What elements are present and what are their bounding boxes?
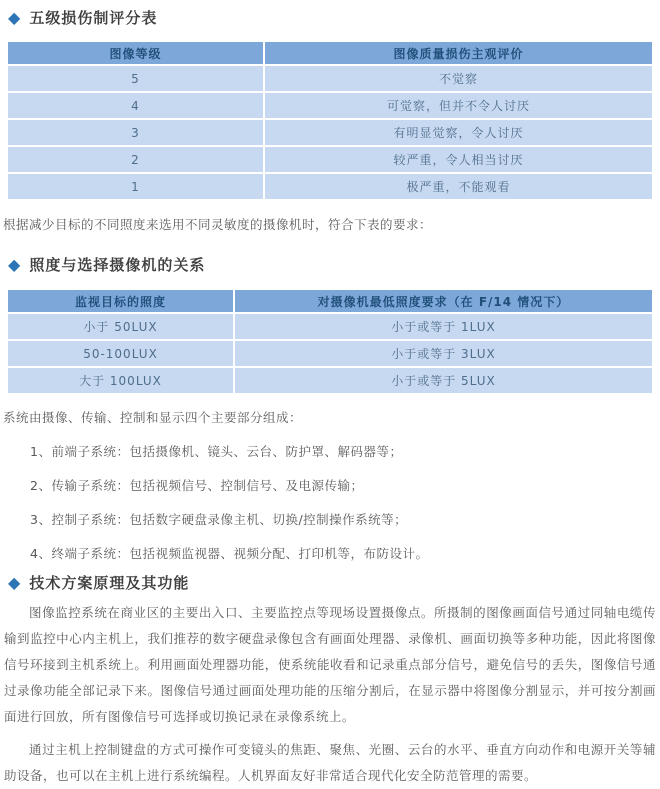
cell-illuminance: 小于 50LUX bbox=[8, 314, 233, 339]
diamond-bullet-icon: ◆ bbox=[8, 7, 22, 27]
technical-paragraph-2: 通过主机上控制键盘的方式可操作可变镜头的焦距、聚焦、光圈、云台的水平、垂直方向动作和电源开关等辅助设备，也可以在主机上进行系统编程。人机界面友好非常适合现代化安全防范管理的需要。 bbox=[4, 742, 656, 783]
section-title-text-illuminance: 照度与选择摄像机的关系 bbox=[29, 256, 206, 274]
table-header-row bbox=[8, 290, 652, 312]
section-title-damage-scale bbox=[8, 7, 660, 28]
cell-requirement: 小于或等于 3LUX bbox=[235, 341, 652, 366]
cell-desc: 不觉察 bbox=[265, 66, 652, 91]
cell-level: 2 bbox=[8, 147, 263, 172]
table-row bbox=[8, 120, 652, 145]
technical-paragraph-1: 图像监控系统在商业区的主要出入口、主要监控点等现场设置摄像点。所摄制的图像画面信号通过同轴电缆传输到监控中心内主机上，我们推荐的数字硬盘录像包含有画面处理器、录像机、画面切换等多种功能，因此将图像信号环接到主机系统上。利用画面处理器功能，使系统能收看和记录重点部分信号，避免信号的丢失，图像信号通过录像功能全部记录下来。图像信号通过画面处理功能的压缩分割后，在显示器中将图像分割显示，并可按分割画面进行回放，所有图像信号可选择或切换记录在录像系统上。 bbox=[4, 605, 656, 724]
cell-level: 4 bbox=[8, 93, 263, 118]
diamond-bullet-icon: ◆ bbox=[8, 572, 22, 592]
table-header-row bbox=[8, 42, 652, 64]
table-row bbox=[8, 368, 652, 393]
table-row bbox=[8, 147, 652, 172]
cell-level: 5 bbox=[8, 66, 263, 91]
cell-desc: 可觉察，但并不令人讨厌 bbox=[265, 93, 652, 118]
table-row bbox=[8, 174, 652, 199]
table-row bbox=[8, 93, 652, 118]
section-title-illuminance bbox=[8, 254, 660, 275]
cell-illuminance: 50-100LUX bbox=[8, 341, 233, 366]
damage-rating-table bbox=[6, 40, 654, 201]
cell-level: 1 bbox=[8, 174, 263, 199]
system-composition-intro: 系统由摄像、传输、控制和显示四个主要部分组成： bbox=[3, 410, 303, 425]
section-title-technical-solution bbox=[8, 572, 660, 593]
column-header-image-level: 图像等级 bbox=[8, 42, 263, 64]
subsystem-list bbox=[0, 444, 660, 562]
section-title-text-damage-scale: 五级损伤制评分表 bbox=[29, 9, 158, 27]
list-item-front-end: 1、前端子系统：包括摄像机、镜头、云台、防护罩、解码器等； bbox=[30, 444, 403, 459]
cell-desc: 极严重，不能观看 bbox=[265, 174, 652, 199]
list-item-terminal: 4、终端子系统：包括视频监视器、视频分配、打印机等，布防设计。 bbox=[30, 546, 429, 561]
column-header-min-requirement: 对摄像机最低照度要求（在 F/14 情况下） bbox=[235, 290, 652, 312]
cell-level: 3 bbox=[8, 120, 263, 145]
diamond-bullet-icon: ◆ bbox=[8, 254, 22, 274]
table-row bbox=[8, 341, 652, 366]
section-title-text-technical-solution: 技术方案原理及其功能 bbox=[29, 574, 190, 592]
cell-desc: 有明显觉察，令人讨厌 bbox=[265, 120, 652, 145]
table-row bbox=[8, 66, 652, 91]
cell-requirement: 小于或等于 1LUX bbox=[235, 314, 652, 339]
cell-requirement: 小于或等于 5LUX bbox=[235, 368, 652, 393]
column-header-subjective-eval: 图像质量损伤主观评价 bbox=[265, 42, 652, 64]
cell-desc: 较严重，令人相当讨厌 bbox=[265, 147, 652, 172]
list-item-control: 3、控制子系统：包括数字硬盘录像主机、切换/控制操作系统等； bbox=[30, 512, 408, 527]
list-item-transmission: 2、传输子系统：包括视频信号、控制信号、及电源传输； bbox=[30, 478, 364, 493]
cell-illuminance: 大于 100LUX bbox=[8, 368, 233, 393]
illuminance-table bbox=[6, 288, 654, 395]
column-header-target-illuminance: 监视目标的照度 bbox=[8, 290, 233, 312]
table-row bbox=[8, 314, 652, 339]
camera-selection-note: 根据减少目标的不同照度来选用不同灵敏度的摄像机时，符合下表的要求： bbox=[3, 217, 433, 232]
